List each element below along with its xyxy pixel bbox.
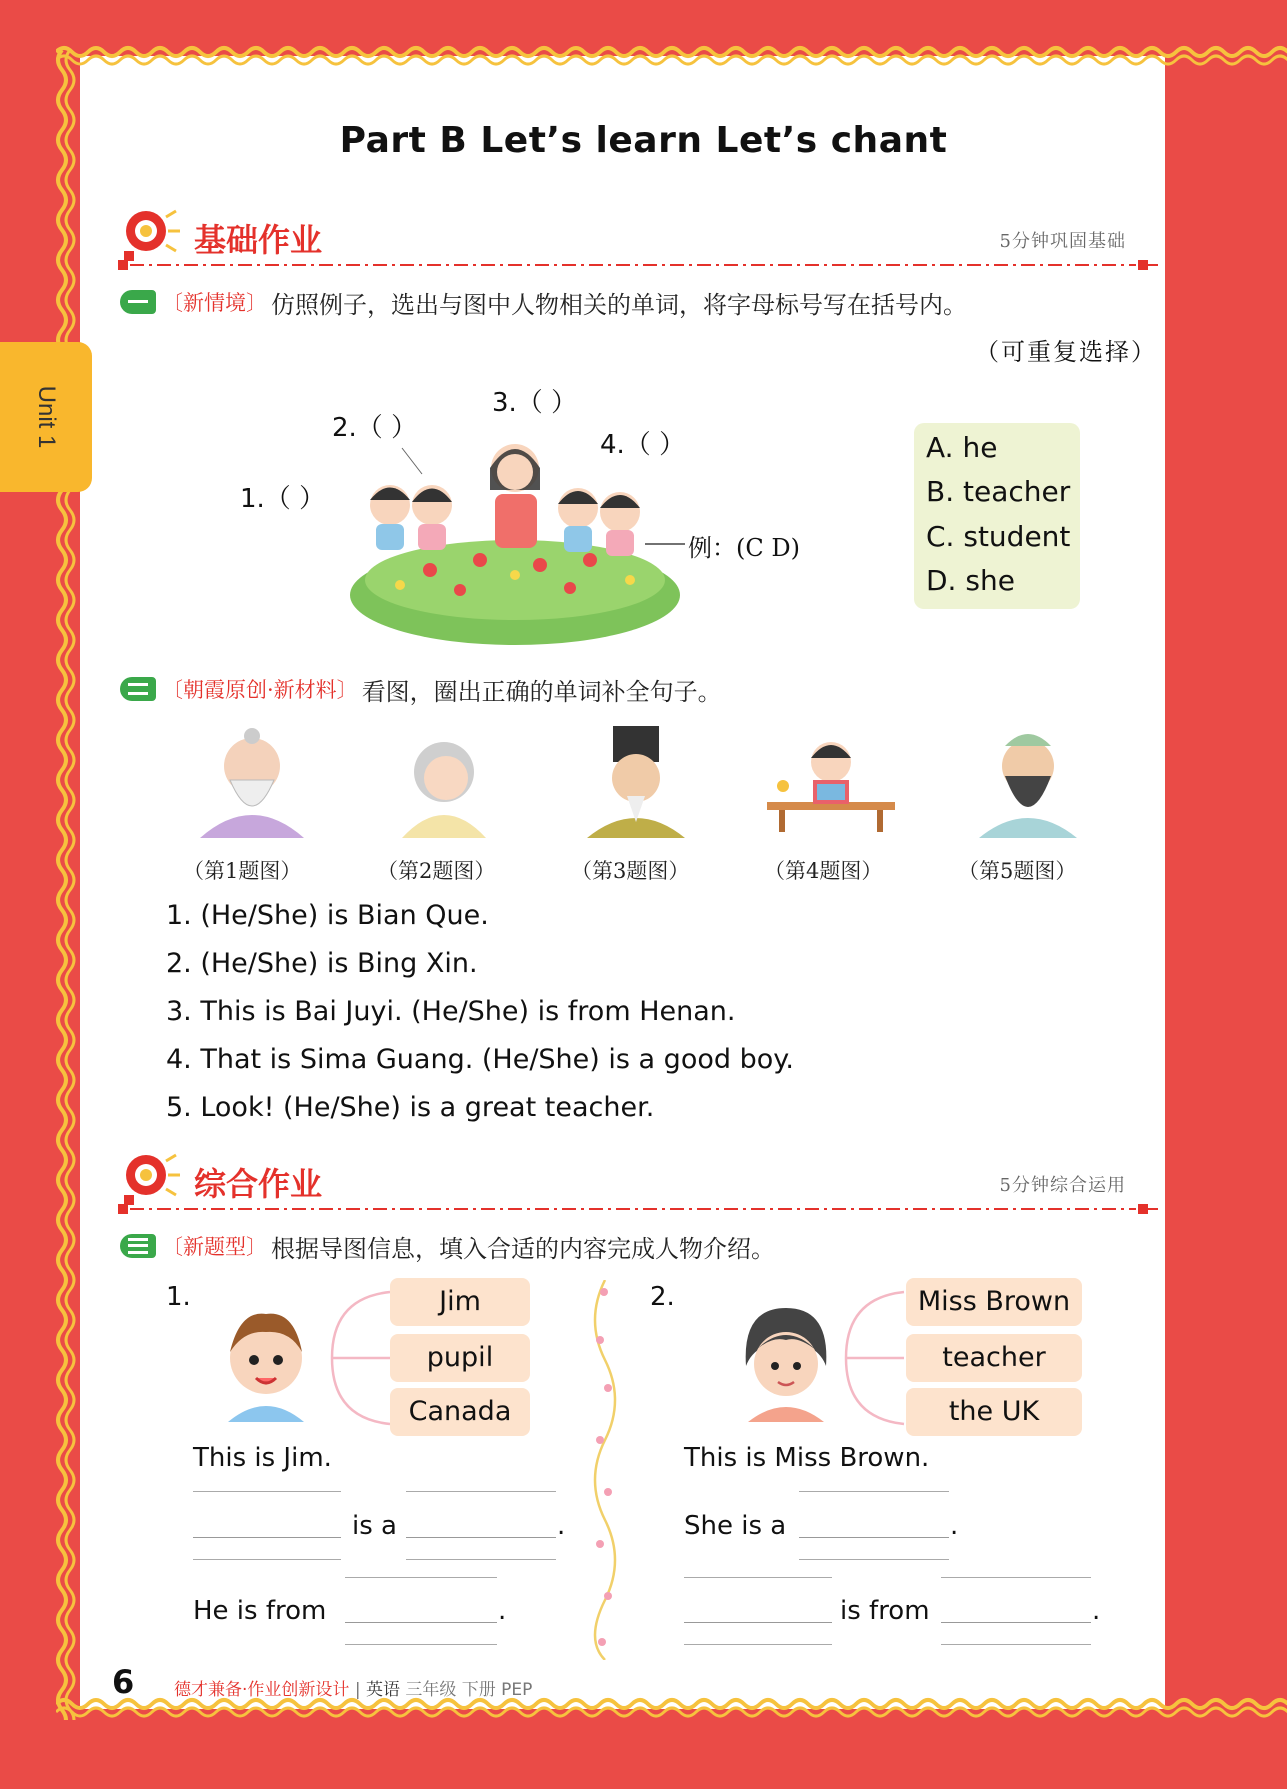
item-1-he-is-from: He is from (193, 1596, 327, 1626)
blank-line (941, 1577, 1091, 1578)
item-2-period-1: . (950, 1511, 959, 1541)
question-number-badge (120, 290, 156, 314)
blank-job-1[interactable] (406, 1537, 556, 1538)
item-2-she-is-a: She is a (684, 1511, 787, 1541)
question-instruction: 根据导图信息，填入合适的内容完成人物介绍。 (271, 1234, 775, 1263)
page-number: 6 (112, 1663, 135, 1701)
blank-line (345, 1577, 497, 1578)
option-c: C. student (926, 520, 1071, 553)
answer-slot-2[interactable]: 2.（ ） (332, 413, 418, 443)
item-1-period-1: . (557, 1511, 566, 1541)
blank-line (799, 1559, 949, 1560)
item-1-number: 1. (166, 1282, 191, 1312)
footer-info (174, 1675, 532, 1700)
section-divider (118, 259, 1158, 271)
mindmap-bracket-2 (838, 1288, 910, 1428)
sentence-3[interactable]: 3. This is Bai Juyi. (He/She) is from Henan. (166, 996, 736, 1027)
word-options-box (914, 423, 1080, 609)
answer-slot-3[interactable]: 3.（ ） (492, 388, 578, 418)
sentence-5[interactable]: 5. Look! (He/She) is a great teacher. (166, 1092, 655, 1123)
question-number-badge (120, 1234, 156, 1258)
blank-line (684, 1644, 832, 1645)
option-d: D. she (926, 564, 1015, 597)
blank-line (684, 1577, 832, 1578)
portrait-old-man-1 (190, 722, 314, 838)
option-b: B. teacher (926, 475, 1071, 508)
unit-tab-label: Unit 1 (33, 385, 60, 449)
mindmap-tag-job: pupil (390, 1334, 530, 1382)
option-a: A. he (926, 431, 998, 464)
blank-country-1[interactable] (345, 1622, 497, 1623)
mindmap-bracket-1 (324, 1288, 396, 1428)
example-answer: 例：(C D) (688, 534, 800, 562)
section-header-comprehensive (118, 1151, 1158, 1211)
portrait-old-man-2 (975, 722, 1081, 838)
section-title: 基础作业 (194, 221, 323, 259)
section-divider (118, 1203, 1158, 1215)
section-subtitle: 5分钟巩固基础 (999, 231, 1126, 252)
mindmap-tag-country: the UK (906, 1388, 1082, 1436)
mindmap-tag-job: teacher (906, 1334, 1082, 1382)
blank-job-2[interactable] (799, 1537, 949, 1538)
mindmap-tag-name: Jim (390, 1278, 530, 1326)
unit-tab[interactable] (0, 342, 92, 492)
portrait-official (583, 722, 689, 838)
item-2-number: 2. (650, 1282, 675, 1312)
blank-line (799, 1491, 949, 1492)
wavy-border-left (52, 50, 80, 1720)
item-1-is-a: is a (352, 1511, 397, 1541)
question-instruction: 看图，圈出正确的单词补全句子。 (361, 677, 722, 706)
question-tag: 〔新情境〕 (162, 291, 267, 315)
blank-line (193, 1559, 341, 1560)
question-instruction: 仿照例子，选出与图中人物相关的单词，将字母标号写在括号内。 (271, 290, 967, 319)
footer-grade: 三年级 下册 PEP (405, 1680, 533, 1700)
section-title: 综合作业 (194, 1165, 323, 1203)
mindmap-tag-name: Miss Brown (906, 1278, 1082, 1326)
caption-1: （第1题图） (183, 859, 302, 883)
caption-3: （第3题图） (571, 859, 690, 883)
avatar-jim (220, 1300, 312, 1422)
question-tag: 〔新题型〕 (162, 1235, 267, 1259)
portrait-boy-reading (761, 722, 901, 838)
portrait-old-woman (398, 722, 490, 838)
blank-line (345, 1644, 497, 1645)
page-title: Part B Let’s learn Let’s chant (339, 120, 948, 161)
blank-subject-1[interactable] (193, 1537, 341, 1538)
footer-subject: 英语 (365, 1680, 400, 1700)
wavy-border-top (56, 44, 1287, 70)
blank-country-2[interactable] (941, 1622, 1091, 1623)
pointer-line (398, 446, 428, 476)
question-tag: 〔朝霞原创·新材料〕 (162, 678, 358, 702)
blank-line (941, 1644, 1091, 1645)
question-1-header (120, 285, 967, 319)
sentence-2[interactable]: 2. (He/She) is Bing Xin. (166, 948, 478, 979)
section-subtitle: 5分钟综合运用 (999, 1175, 1126, 1196)
vine-divider (580, 1280, 630, 1660)
question-number-badge (120, 677, 156, 701)
footer-separator: | (354, 1680, 361, 1700)
lightbulb-icon (118, 1151, 186, 1211)
lightbulb-icon (118, 207, 186, 267)
sentence-1[interactable]: 1. (He/She) is Bian Que. (166, 900, 489, 931)
answer-slot-4[interactable]: 4.（ ） (600, 430, 686, 460)
answer-slot-1[interactable]: 1.（ ） (240, 484, 326, 514)
caption-5: （第5题图） (958, 859, 1077, 883)
classroom-illustration (340, 420, 690, 646)
caption-2: （第2题图） (377, 859, 496, 883)
sentence-4[interactable]: 4. That is Sima Guang. (He/She) is a good boy. (166, 1044, 794, 1075)
item-1-line-1: This is Jim. (193, 1443, 332, 1473)
item-2-line-1: This is Miss Brown. (684, 1443, 930, 1473)
mindmap-tag-country: Canada (390, 1388, 530, 1436)
section-header-basic (118, 207, 1158, 267)
item-1-period-2: . (498, 1596, 507, 1626)
caption-4: （第4题图） (764, 859, 883, 883)
item-2-period-2: . (1092, 1596, 1101, 1626)
avatar-miss-brown (738, 1300, 834, 1422)
question-3-header (120, 1229, 775, 1263)
footer-series: 德才兼备·作业创新设计 (174, 1680, 350, 1700)
item-2-is-from: is from (840, 1596, 930, 1626)
question-note: （可重复选择） (975, 338, 1157, 366)
blank-line (193, 1491, 341, 1492)
blank-line (406, 1491, 556, 1492)
question-2-header (120, 672, 722, 706)
example-pointer-line (645, 542, 685, 546)
blank-line (406, 1559, 556, 1560)
blank-subject-2[interactable] (684, 1622, 832, 1623)
